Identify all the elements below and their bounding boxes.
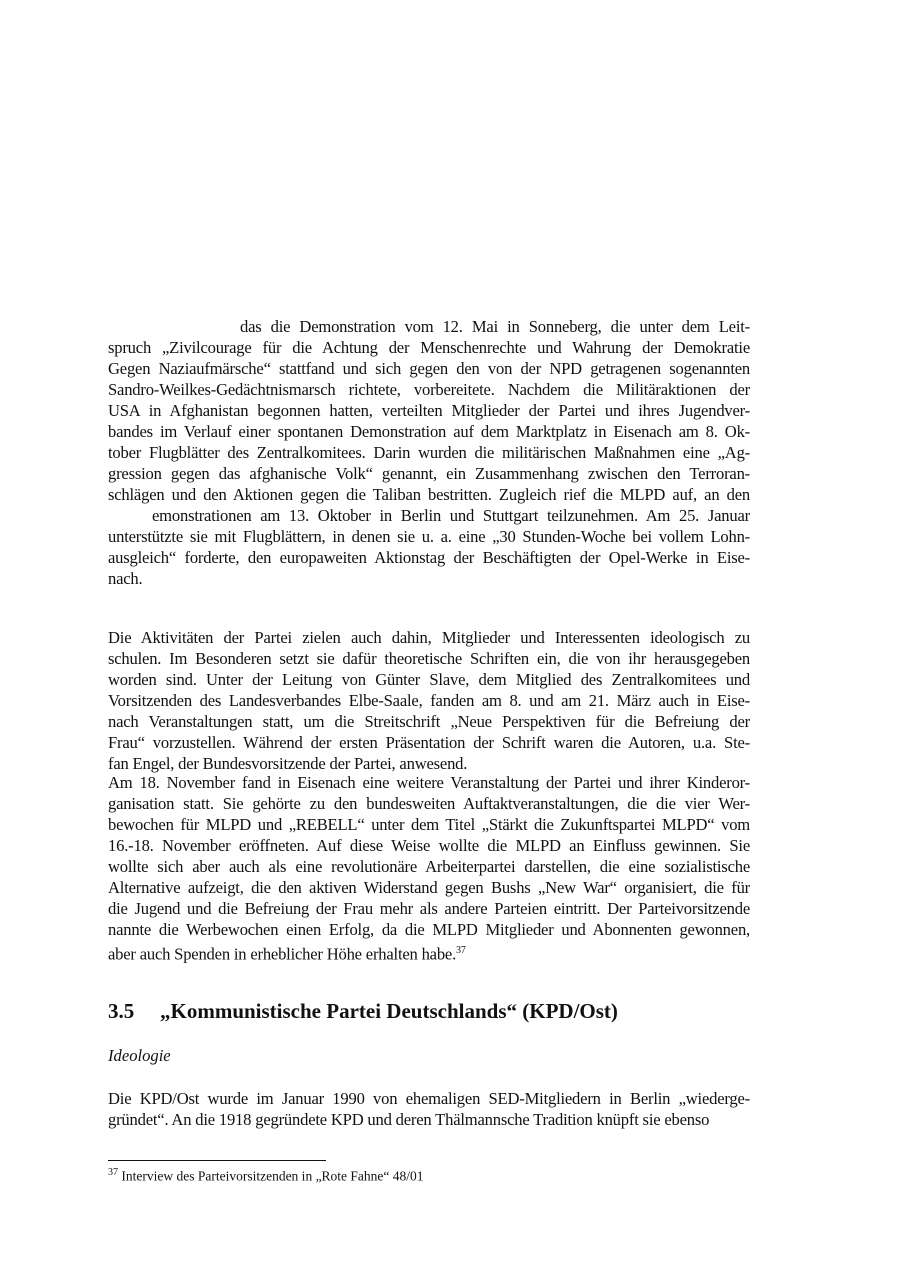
footnote-reference[interactable]: 37	[456, 945, 466, 956]
text-line: wollte sich aber auch als eine revolutionäre Arbeiterpartei darstellen, die eine sozialistische	[108, 857, 750, 876]
text-line: gründet“. An die 1918 gegründete KPD und deren Thälmannsche Tradition knüpft sie ebenso	[108, 1110, 710, 1129]
footnote	[108, 1167, 424, 1185]
footnote-text: Interview des Parteivorsitzenden in „Rote Fahne“ 48/01	[121, 1168, 424, 1184]
section-number: 3.5	[108, 999, 135, 1023]
section-title: „Kommunistische Partei Deutschlands“ (KPD/Ost)	[160, 999, 618, 1023]
text-line: ganisation statt. Sie gehörte zu den bundesweiten Auftaktveranstaltungen, die die vier Wer-	[108, 794, 750, 813]
text-line: USA in Afghanistan begonnen hatten, verteilten Mitglieder der Partei und ihres Jugendver-	[108, 401, 750, 420]
text-line: emonstrationen am 13. Oktober in Berlin und Stuttgart teilzunehmen. Am 25. Januar	[152, 506, 750, 525]
text-line: Alternative aufzeigt, die den aktiven Widerstand gegen Bushs „New War“ organisiert, die für	[108, 878, 750, 897]
footnote-divider	[108, 1160, 326, 1161]
text-line: spruch „Zivilcourage für die Achtung der Menschenrechte und Wahrung der Demokratie	[108, 338, 750, 357]
text-line: worden sind. Unter der Leitung von Günter Slave, dem Mitglied des Zentralkomitees und	[108, 670, 750, 689]
text-line	[108, 940, 750, 964]
paragraph-ideological-training	[108, 627, 750, 774]
text-line: gression gegen das afghanische Volk“ genannt, ein Zusammenhang zwischen den Terroran-	[108, 464, 750, 483]
text-line: Frau“ vorzustellen. Während der ersten Präsentation der Schrift waren die Autoren, u.a. Ste-	[108, 733, 750, 752]
text-line: bewochen für MLPD und „REBELL“ unter dem Titel „Stärkt die Zukunftspartei MLPD“ vom	[108, 815, 750, 834]
text-line: nach.	[108, 569, 143, 588]
text-line: die Jugend und die Befreiung der Frau mehr als andere Parteien eintritt. Der Parteivorsitzende	[108, 899, 750, 918]
text-line: nannte die Werbewochen einen Erfolg, da die MLPD Mitglieder und Abonnenten gewonnen,	[108, 920, 750, 939]
text-line: das die Demonstration vom 12. Mai in Sonneberg, die unter dem Leit-	[240, 317, 750, 336]
paragraph-mlpd-activities	[108, 316, 750, 589]
text-line: schulen. Im Besonderen setzt sie dafür theoretische Schriften ein, die von ihr herausgegeben	[108, 649, 750, 668]
text-line: bandes im Verlauf einer spontanen Demonstration auf dem Marktplatz in Eisenach am 8. Ok-	[108, 422, 750, 441]
text-line: Die KPD/Ost wurde im Januar 1990 von ehemaligen SED-Mitgliedern in Berlin „wiederge-	[108, 1089, 750, 1108]
footnote-number: 37	[108, 1167, 118, 1178]
section-heading	[108, 999, 618, 1024]
text-line: nach Veranstaltungen statt, um die Streitschrift „Neue Perspektiven für die Befreiung der	[108, 712, 750, 731]
text-line-content: aber auch Spenden in erheblicher Höhe erhalten habe.	[108, 944, 457, 964]
text-line: Am 18. November fand in Eisenach eine weitere Veranstaltung der Partei und ihrer Kinderor-	[108, 773, 750, 792]
text-line: ausgleich“ forderte, den europaweiten Aktionstag der Beschäftigten der Opel-Werke in Eise-	[108, 548, 750, 567]
paragraph-november-event	[108, 772, 750, 964]
text-line: Vorsitzenden des Landesverbandes Elbe-Saale, fanden am 8. und am 21. März auch in Eise-	[108, 691, 750, 710]
text-line: Sandro-Weilkes-Gedächtnismarsch richtete, vorbereitete. Nachdem die Militäraktionen der	[108, 380, 750, 399]
text-line: fan Engel, der Bundesvorsitzende der Partei, anwesend.	[108, 754, 468, 773]
paragraph-kpd-ost	[108, 1088, 750, 1130]
subheading-ideologie: Ideologie	[108, 1046, 171, 1065]
text-line: tober Flugblätter des Zentralkomitees. Darin wurden die militärischen Maßnahmen eine „Ag-	[108, 443, 750, 462]
text-line: 16.-18. November eröffneten. Auf diese Weise wollte die MLPD an Einfluss gewinnen. Sie	[108, 836, 750, 855]
text-line: Gegen Naziaufmärsche“ stattfand und sich gegen den von der NPD getragenen sogenannten	[108, 359, 750, 378]
text-line: Die Aktivitäten der Partei zielen auch dahin, Mitglieder und Interessenten ideologisch zu	[108, 628, 750, 647]
text-line: unterstützte sie mit Flugblättern, in denen sie u. a. eine „30 Stunden-Woche bei vollem Lohn-	[108, 527, 750, 546]
text-line: schlägen und den Aktionen gegen die Taliban bestritten. Zugleich rief die MLPD auf, an den	[108, 485, 750, 504]
